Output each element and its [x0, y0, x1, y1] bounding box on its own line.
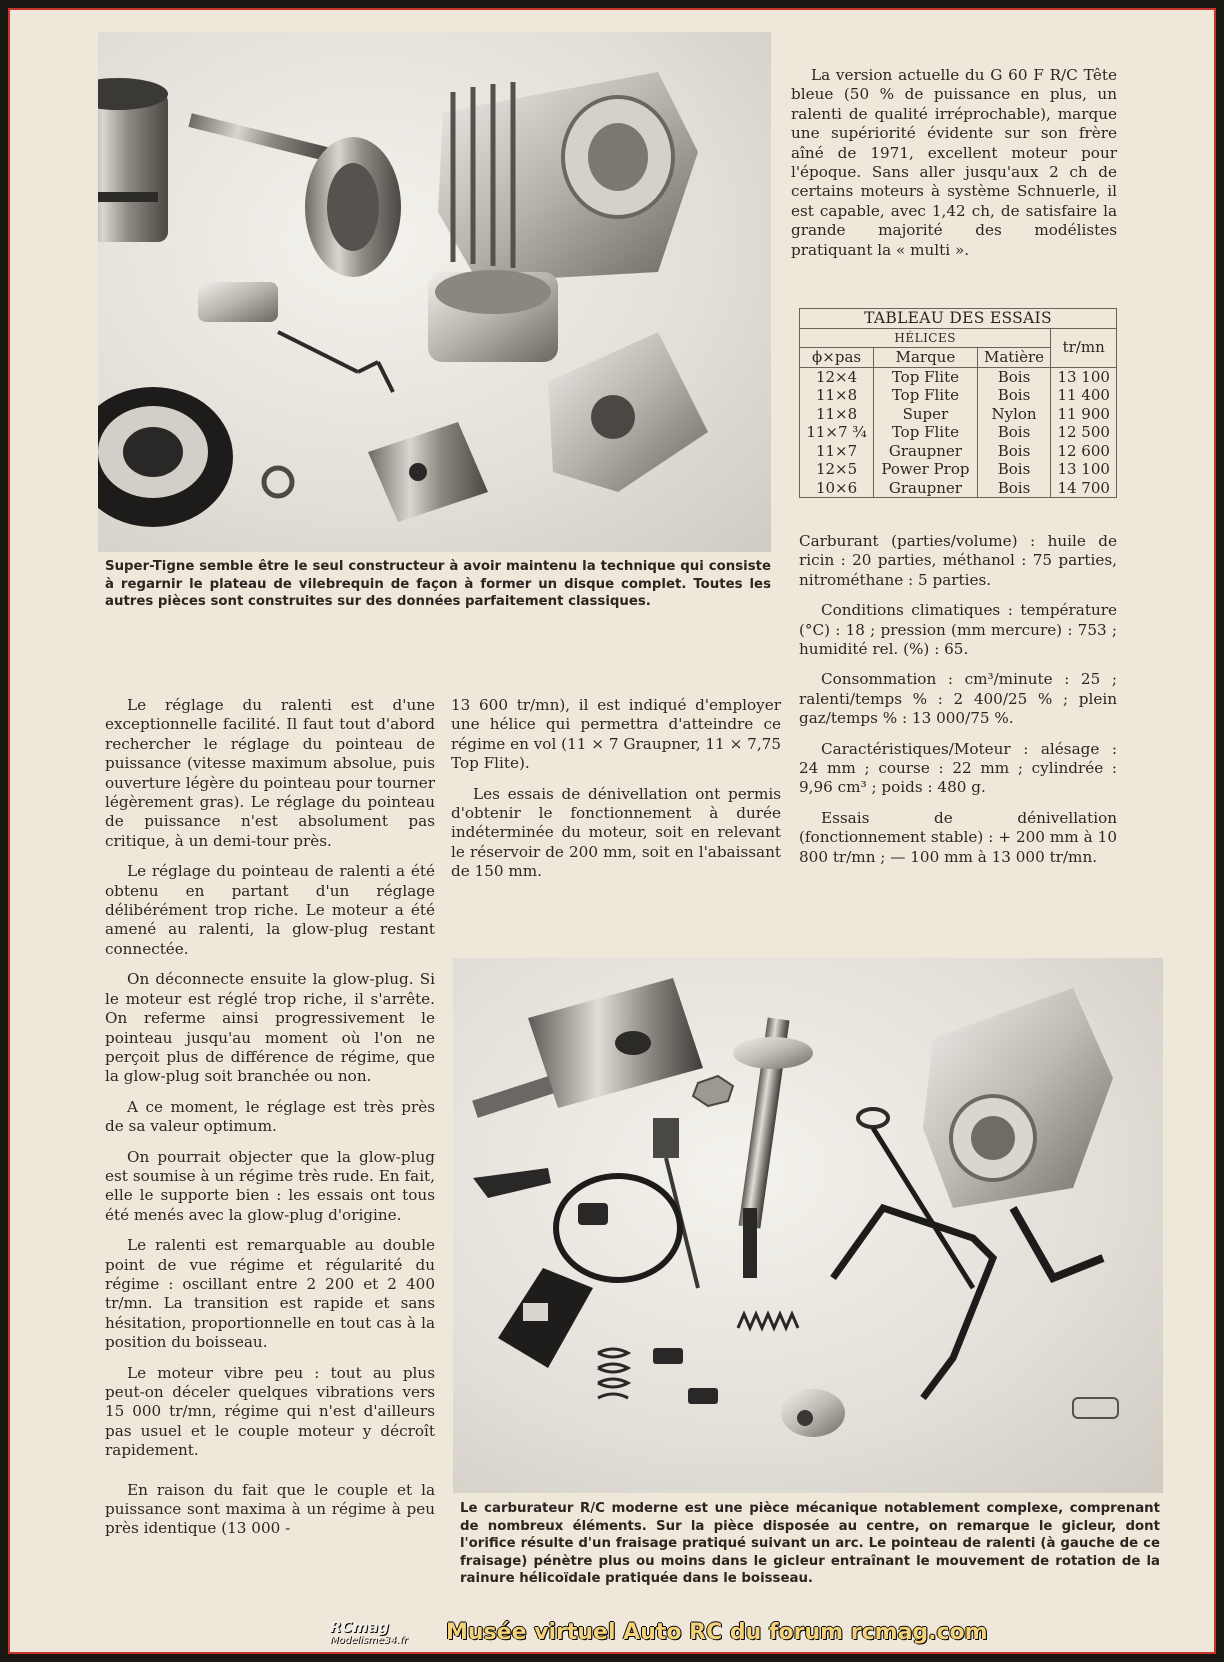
paragraph: On pourrait objecter que la glow-plug est soumise à un régime très rude. En fait, elle le supporte bien : les essais ont tous été menés avec la glow-plug d'origine.	[105, 1147, 435, 1224]
table-cell-rpm: 12 600	[1051, 442, 1117, 461]
table-cell-marque: Super	[874, 405, 978, 424]
table-cell-rpm: 12 500	[1051, 423, 1117, 442]
paragraph: 13 600 tr/mn), il est indiqué d'employer une hélice qui permettra d'atteindre ce régime en vol (11 × 7 Graupner, 11 × 7,75 Top Flite).	[451, 696, 781, 773]
table-cell-marque: Top Flite	[874, 423, 978, 442]
table-cell-marque: Graupner	[874, 442, 978, 461]
table-cell-pas: 11×7	[800, 442, 874, 461]
carburettor-parts-illustration	[453, 958, 1163, 1493]
table-cell-matiere: Bois	[977, 386, 1051, 405]
table-row	[800, 423, 1117, 442]
table-cell-rpm: 14 700	[1051, 479, 1117, 498]
table-cell-rpm: 13 100	[1051, 367, 1117, 386]
engine-parts-photo	[98, 32, 771, 552]
paragraph: Le réglage du pointeau de ralenti a été obtenu en partant d'un réglage délibérément trop riche. Le moteur a été amené au ralenti, la glow-plug restant connectée.	[105, 862, 435, 958]
table-cell-matiere: Bois	[977, 423, 1051, 442]
table-cell-pas: 11×7 ¾	[800, 423, 874, 442]
table-col-matiere: Matière	[977, 348, 1051, 368]
paragraph: On déconnecte ensuite la glow-plug. Si le moteur est réglé trop riche, il s'arrête. On referme ainsi progressivement le pointeau jusqu'au moment où l'on ne perçoit plus de différence de régime, que la glow-plug soit branchée ou non.	[105, 970, 435, 1086]
table-row	[800, 479, 1117, 498]
logo-bottom-text: Modelisme34.fr	[330, 1635, 408, 1646]
note-characteristics: Caractéristiques/Moteur : alésage : 24 mm ; course : 22 mm ; cylindrée : 9,96 cm³ ; poids : 480 g.	[799, 739, 1117, 797]
table-group-header: HÉLICES	[800, 328, 1051, 348]
table-cell-marque: Top Flite	[874, 386, 978, 405]
table-cell-rpm: 11 900	[1051, 405, 1117, 424]
rcmag-logo	[330, 1620, 438, 1650]
table-row	[800, 405, 1117, 424]
left-text-column	[105, 696, 435, 1550]
right-intro-paragraph: La version actuelle du G 60 F R/C Tête bleue (50 % de puissance en plus, un ralenti de qualité irréprochable), marque une supériorité évidente sur son frère aîné de 1971, excellent moteur pour l'époque. Sans aller jusqu'aux 2 ch de certains moteurs à système Schnuerle, il est capable, avec 1,42 ch, de satisfaire la grande majorité des modélistes pratiquant la « multi ».	[791, 66, 1117, 259]
logo-top-text: RCmag	[330, 1618, 390, 1636]
table-cell-matiere: Bois	[977, 367, 1051, 386]
paragraph: En raison du fait que le couple et la puissance sont maxima à un régime à peu près identique (13 000 -	[105, 1480, 435, 1538]
note-climate: Conditions climatiques : température (°C) : 18 ; pression (mm mercure) : 753 ; humidité rel. (%) : 65.	[799, 601, 1117, 659]
table-cell-pas: 12×5	[800, 460, 874, 479]
table-row	[800, 460, 1117, 479]
table-col-pas: ϕ×pas	[800, 348, 874, 368]
paragraph: Les essais de dénivellation ont permis d'obtenir le fonctionnement à durée indéterminée du moteur, soit en relevant le réservoir de 200 mm, soit en l'abaissant de 150 mm.	[451, 784, 781, 881]
engine-parts-illustration	[98, 32, 771, 552]
table-cell-matiere: Bois	[977, 460, 1051, 479]
bottom-photo-caption: Le carburateur R/C moderne est une pièce mécanique notablement complexe, comprenant de nombreux éléments. Sur la pièce disposée au centre, on remarque le gicleur, dont l'orifice résulte d'un fraisage pratiqué suivant un arc. Le pointeau de ralenti (à gauche de ce fraisage) pénètre plus ou moins dans le gicleur entraînant le mouvement de rotation de la rainure hélicoïdale pratiquée dans le boisseau.	[460, 1501, 1160, 1586]
table-cell-marque: Power Prop	[874, 460, 978, 479]
paragraph: A ce moment, le réglage est très près de sa valeur optimum.	[105, 1097, 435, 1136]
table-rpm-header: tr/mn	[1051, 328, 1117, 367]
paragraph: Le réglage du ralenti est d'une exceptionnelle facilité. Il faut tout d'abord rechercher le réglage du pointeau de puissance (vitesse maximum absolue, puis ouverture légère du pointeau pour tourner légèrement gras). Le réglage du pointeau de puissance n'est absolument pas critique, à un demi-tour près.	[105, 696, 435, 850]
top-photo-caption: Super-Tigne semble être le seul constructeur à avoir maintenu la technique qui consiste à regarnir le plateau de vilebrequin de façon à former un disque complet. Toutes les autres pièces sont construites sur des données parfaitement classiques.	[105, 559, 771, 609]
footer-title: Musée virtuel Auto RC du forum rcmag.com	[446, 1620, 988, 1645]
table-title: TABLEAU DES ESSAIS	[800, 309, 1117, 329]
carburettor-parts-photo	[453, 958, 1163, 1493]
paragraph: Le moteur vibre peu : tout au plus peut-on déceler quelques vibrations vers 15 000 tr/mn, régime qui n'est d'ailleurs pas usuel et le couple moteur y décroît rapidement.	[105, 1363, 435, 1460]
table-row	[800, 367, 1117, 386]
table-cell-matiere: Bois	[977, 442, 1051, 461]
middle-text-column	[451, 696, 781, 893]
table-row	[800, 442, 1117, 461]
table-cell-pas: 11×8	[800, 386, 874, 405]
paragraph: Le ralenti est remarquable au double point de vue régime et régularité du régime : oscillant entre 2 200 et 2 400 tr/mn. La transition est rapide et sans hésitation, proportionnelle en tout cas à la position du boisseau.	[105, 1236, 435, 1352]
table-cell-matiere: Nylon	[977, 405, 1051, 424]
footer-watermark	[320, 1618, 988, 1654]
table-col-marque: Marque	[874, 348, 978, 368]
table-cell-matiere: Bois	[977, 479, 1051, 498]
table-cell-pas: 12×4	[800, 367, 874, 386]
table-cell-rpm: 11 400	[1051, 386, 1117, 405]
right-intro-column	[791, 66, 1117, 271]
note-fuel: Carburant (parties/volume) : huile de ricin : 20 parties, méthanol : 75 parties, nitrométhane : 5 parties.	[799, 532, 1117, 589]
right-notes-column	[799, 532, 1117, 878]
table-cell-marque: Graupner	[874, 479, 978, 498]
note-consumption: Consommation : cm³/minute : 25 ; ralenti/temps % : 2 400/25 % ; plein gaz/temps % : 13 000/75 %.	[799, 670, 1117, 728]
note-elevation: Essais de dénivellation (fonctionnement stable) : + 200 mm à 10 800 tr/mn ; — 100 mm à 13 000 tr/mn.	[799, 808, 1117, 866]
test-results-table	[799, 308, 1117, 498]
table-cell-rpm: 13 100	[1051, 460, 1117, 479]
table-row	[800, 386, 1117, 405]
table-cell-pas: 11×8	[800, 405, 874, 424]
table-cell-pas: 10×6	[800, 479, 874, 498]
table-cell-marque: Top Flite	[874, 367, 978, 386]
magazine-page	[8, 8, 1216, 1654]
